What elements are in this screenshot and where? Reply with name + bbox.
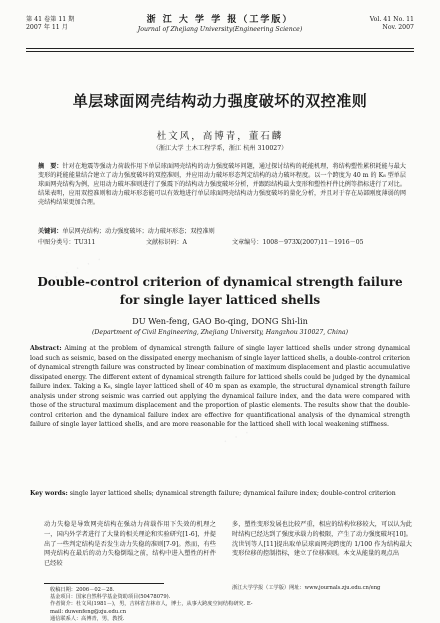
header-date: 2007 年 11 月 — [26, 24, 68, 31]
header-volume-issue: 第 41 卷第 11 期 — [26, 16, 75, 23]
abstract-en-label: Abstract: — [30, 345, 62, 352]
body-column-left: 动力失稳是导致网壳结构在强动力荷载作用下失效的机理之一，国内外学者进行了大量的相关理论和实验研究[1-6]，并提出了一些判定结构是否发生动力失稳的准则[7-9]。然而，有些网壳结构在最后的动力失稳倒塌之前，结构中进入塑性的杆件已经较 — [44, 521, 216, 568]
header-month-year: Nov. 2007 — [382, 24, 414, 31]
footnotes-left — [50, 587, 260, 623]
classification-line — [38, 237, 406, 246]
header-rule-thick — [26, 48, 414, 49]
keywords-cn — [38, 226, 406, 235]
affiliation-en: (Department of Civil Engineering, Zhejiang University, Hangzhou 310027, China) — [91, 329, 349, 336]
abstract-cn-text: 针对在地震等强动力荷载作用下单层球面网壳结构的动力强度破坏问题，通过探讨结构的耗能机理，将结构塑性累积耗能与最大变形的耗能能量结合建立了动力强度破坏的双控准则，并应用动力破坏形态判定结构的动力破坏程度。以一个跨度为 40 m 的 K₈ 型单层球面网壳结构为例，应用动力破坏准则进行了强震下的结构动力强度破坏分析，并跟踪结构最大变形和塑性杆件比例等指标进行了对比。结果表明，应用双控准则和动力破坏形态能可以有效地进行单层球面网壳结构动力强度破坏的量化分析，并且对于存在局部刚度薄弱的网壳结构结果更加合理。 — [38, 163, 407, 207]
footnote-author: 作者简介：杜文风(1981－)，男，吉林省吉林市人，博士，从事大跨度空间结构研究. E-mail: duwenfeng@zju.edu.cn — [50, 601, 253, 615]
header-vol-no: Vol. 41 No. 11 — [369, 16, 414, 23]
body-column-right: 多，塑性变形发展也比较严重，相应的结构位移较大，可以认为此时结构已经达到了强度承载力的极限，产生了动力强度破坏[10]。沈世钊等人[11]提出取单层球面网壳跨度的 1/100 作为结构最大变形位移的控制指标，建立了位移准则。本文从能量的观点出 — [232, 521, 412, 558]
footnote-contact: 通信联系人：高博青，男，教授. — [50, 615, 125, 622]
abstract-en — [30, 344, 410, 430]
journal-name-en: Journal of Zhejiang University(Engineering Science) — [137, 26, 303, 33]
footnote-received: 收稿日期：2006－02－28. — [50, 587, 115, 593]
paper-title-en-line1: Double-control criterion of dynamical strength failure — [37, 275, 403, 289]
authors-en: DU Wen-feng, GAO Bo-qing, DONG Shi-lin — [132, 316, 308, 326]
keywords-cn-text: 单层网壳结构；动力强度破坏；动力破坏形态；双控准则 — [62, 228, 215, 235]
keywords-cn-label: 关键词： — [38, 228, 63, 235]
abstract-cn-label: 摘 要： — [38, 163, 63, 170]
paper-title-en-line2: for single layer latticed shells — [119, 293, 321, 307]
paper-title-en — [0, 273, 440, 309]
document-code: 文献标识码：A — [146, 239, 187, 246]
affiliation-cn: （浙江大学 土木工程学系，浙江 杭州 310027） — [152, 145, 288, 152]
page-header — [26, 10, 414, 46]
abstract-cn — [38, 162, 406, 207]
paper-title-cn: 单层球面网壳结构动力强度破坏的双控准则 — [72, 92, 368, 110]
header-rule-thin — [26, 51, 414, 52]
header-journal — [26, 12, 414, 33]
keywords-en-text: single layer latticed shells; dynamical strength failure; dynamical failure index; double-control criterion — [69, 490, 396, 497]
header-volume-en — [370, 16, 414, 32]
footnote-website: 浙江大学学报（工学版）网址：www.journals.zju.edu.cn/eng — [232, 585, 381, 591]
footnote-rule — [44, 583, 164, 584]
authors-cn: 杜文风，高博青，董石麟 — [156, 131, 284, 142]
journal-name-cn: 浙 江 大 学 学 报（工学版） — [146, 15, 294, 25]
abstract-en-text: Aiming at the problem of dynamical strength failure of single layer latticed shells under strong dynamical load such as seismic, based on the dissipated energy mechanism of single layer latticed shells, a double-control criterion of dynamical strength failure was constructed by linear combination of maximum displacement and plastic accumulative dissipated energy. The different extent of dynamical strength failure for latticed shells could be judged by the dynamical failure index. Taking a K₈, single layer latticed shell of 40 m span as example, the structural dynamical strength failure analysis under strong seismic was carried out applying the dynamical failure index, and the data were compared with those of the structural maximum displacement and the proportion of plastic elements. The results show that the double-control criterion and the dynamical failure index are effective for quantificational analysis of the dynamical strength failure of single layer latticed shells, and are more reasonable for the latticed shell with local weakening stiffness. — [30, 345, 410, 429]
watermark-overlay: . . . . . . . . . . . . — [39, 248, 285, 446]
article-number: 文章编号：1008－973X(2007)11－1916－05 — [232, 239, 364, 246]
clc-number: 中图分类号：TU311 — [38, 239, 96, 246]
footnote-fund: 基金项目：国家自然科学基金资助项目(50478079). — [50, 594, 171, 601]
keywords-en — [30, 489, 410, 499]
keywords-en-label: Key words: — [30, 490, 68, 497]
